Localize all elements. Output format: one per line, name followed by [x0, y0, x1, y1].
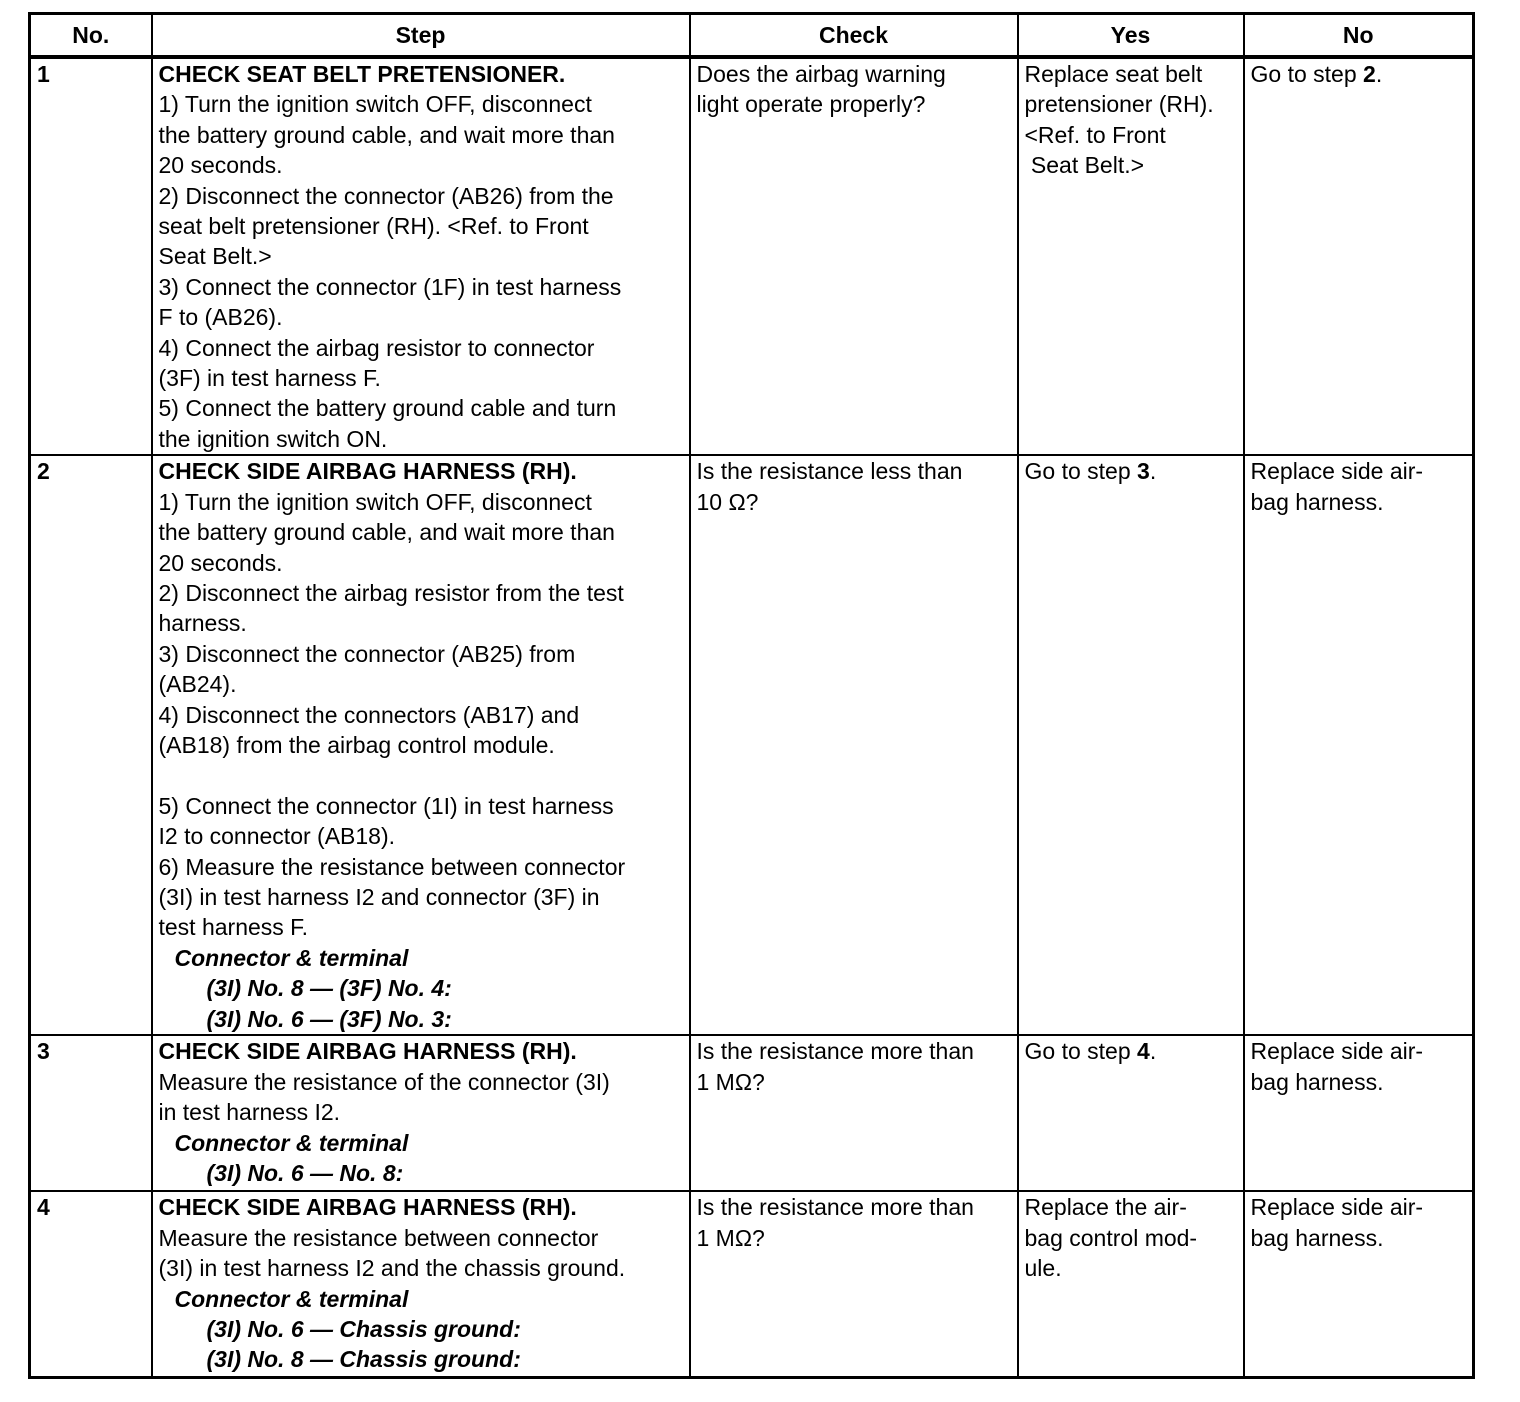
connector-terminal-line: (3I) No. 8 — (3F) No. 4:: [206, 975, 452, 1002]
step-line: Measure the resistance of the connector (3I): [158, 1068, 610, 1095]
row-number: 4: [30, 1191, 152, 1377]
go-to-step-text: Go to step: [1024, 1038, 1138, 1065]
table-row: [30, 455, 1474, 1035]
check-cell: [690, 1035, 1018, 1191]
yes-line: [1025, 456, 1239, 486]
check-cell: [690, 57, 1018, 455]
step-line: test harness F.: [158, 914, 309, 941]
step-line: 4) Disconnect the connectors (AB17) and: [158, 701, 580, 728]
step-cell: [152, 455, 690, 1035]
no-line: Replace side air-: [1250, 1038, 1424, 1065]
step-title: CHECK SIDE AIRBAG HARNESS (RH).: [158, 458, 577, 485]
no-line: bag harness.: [1250, 488, 1384, 515]
step-cell: [152, 1191, 690, 1377]
yes-line: <Ref. to Front: [1024, 121, 1166, 148]
step-line: seat belt pretensioner (RH). <Ref. to Front: [158, 213, 589, 240]
check-line: 1 MΩ?: [696, 1068, 765, 1095]
header-check: Check: [690, 14, 1018, 58]
punctuation: .: [1375, 61, 1383, 87]
step-line: 20 seconds.: [158, 152, 283, 179]
punctuation: .: [1149, 1038, 1157, 1065]
no-line: [1251, 59, 1469, 89]
connector-terminal-line: (3I) No. 6 — Chassis ground:: [206, 1315, 521, 1342]
step-reference: 2: [1363, 61, 1376, 87]
connector-terminal-label: Connector & terminal: [174, 1285, 409, 1312]
check-line: light operate properly?: [696, 91, 926, 118]
connector-terminal-line: (3I) No. 8 — Chassis ground:: [206, 1346, 521, 1373]
connector-terminal-line: (3I) No. 6 — (3F) No. 3:: [206, 1005, 452, 1032]
step-line: 2) Disconnect the connector (AB26) from the: [158, 182, 614, 209]
step-line: 6) Measure the resistance between connector: [158, 853, 626, 880]
step-reference: 3: [1137, 458, 1150, 485]
step-line: (3I) in test harness I2 and the chassis ground.: [158, 1255, 626, 1282]
punctuation: .: [1149, 458, 1157, 485]
check-line: Is the resistance more than: [696, 1194, 974, 1221]
check-line: Is the resistance more than: [696, 1038, 974, 1065]
yes-line: pretensioner (RH).: [1024, 91, 1214, 118]
yes-cell: [1018, 1035, 1244, 1191]
yes-cell: [1018, 1191, 1244, 1377]
no-line: bag harness.: [1250, 1068, 1384, 1095]
no-cell: [1244, 57, 1474, 455]
diagnostic-table: [28, 12, 1475, 1379]
yes-line: bag control mod-: [1024, 1224, 1198, 1251]
connector-terminal-line: (3I) No. 6 — No. 8:: [206, 1159, 404, 1186]
check-cell: [690, 1191, 1018, 1377]
yes-cell: [1018, 57, 1244, 455]
step-line: F to (AB26).: [158, 304, 283, 331]
step-line: 2) Disconnect the airbag resistor from the test: [158, 579, 624, 606]
header-step: Step: [152, 14, 690, 58]
check-line: 1 MΩ?: [696, 1224, 765, 1251]
row-number: 1: [30, 57, 152, 455]
step-line: Measure the resistance between connector: [158, 1224, 599, 1251]
connector-terminal-label: Connector & terminal: [174, 1129, 409, 1156]
row-number: 3: [30, 1035, 152, 1191]
connector-terminal-label: Connector & terminal: [174, 944, 409, 971]
yes-line: [1025, 1036, 1239, 1066]
check-line: Is the resistance less than: [696, 458, 963, 485]
no-cell: [1244, 455, 1474, 1035]
check-line: Does the airbag warning: [696, 61, 946, 87]
no-cell: [1244, 1191, 1474, 1377]
step-line: 1) Turn the ignition switch OFF, disconnect: [158, 91, 592, 118]
check-cell: [690, 455, 1018, 1035]
header-row: [30, 14, 1474, 58]
table-row: [30, 1191, 1474, 1377]
step-line: harness.: [158, 610, 247, 637]
no-line: Replace side air-: [1250, 1194, 1424, 1221]
yes-line: Replace the air-: [1024, 1194, 1187, 1221]
step-reference: 4: [1137, 1038, 1150, 1065]
table-row: [30, 1035, 1474, 1191]
step-line: I2 to connector (AB18).: [158, 823, 396, 850]
blank-line: [159, 760, 685, 790]
yes-cell: [1018, 455, 1244, 1035]
table-row: [30, 57, 1474, 455]
header-no-result: No: [1244, 14, 1474, 58]
step-line: 20 seconds.: [158, 549, 283, 576]
step-line: 3) Disconnect the connector (AB25) from: [158, 640, 576, 667]
step-line: the battery ground cable, and wait more than: [158, 121, 615, 148]
step-line: (AB18) from the airbag control module.: [158, 731, 555, 758]
step-line: 4) Connect the airbag resistor to connector: [158, 334, 595, 361]
step-title: CHECK SIDE AIRBAG HARNESS (RH).: [158, 1194, 577, 1221]
header-yes: Yes: [1018, 14, 1244, 58]
step-line: 5) Connect the connector (1I) in test harness: [158, 792, 614, 819]
step-line: the battery ground cable, and wait more than: [158, 519, 615, 546]
check-line: 10 Ω?: [696, 488, 759, 515]
step-title: CHECK SIDE AIRBAG HARNESS (RH).: [158, 1038, 577, 1065]
yes-line: ule.: [1024, 1255, 1062, 1282]
step-cell: [152, 1035, 690, 1191]
no-cell: [1244, 1035, 1474, 1191]
header-no: No.: [30, 14, 152, 58]
step-title: CHECK SEAT BELT PRETENSIONER.: [158, 61, 566, 87]
step-line: 1) Turn the ignition switch OFF, disconnect: [158, 488, 592, 515]
step-line: 5) Connect the battery ground cable and turn: [158, 395, 617, 422]
step-line: (3F) in test harness F.: [158, 365, 381, 392]
step-line: the ignition switch ON.: [158, 425, 388, 452]
no-line: Replace side air-: [1250, 458, 1424, 485]
go-to-step-text: Go to step: [1250, 61, 1364, 87]
step-line: Seat Belt.>: [158, 243, 272, 270]
go-to-step-text: Go to step: [1024, 458, 1138, 485]
row-number: 2: [30, 455, 152, 1035]
yes-line: Seat Belt.>: [1024, 152, 1145, 179]
no-line: bag harness.: [1250, 1224, 1384, 1251]
step-line: in test harness I2.: [158, 1099, 341, 1126]
step-line: 3) Connect the connector (1F) in test harness: [158, 273, 622, 300]
yes-line: Replace seat belt: [1024, 61, 1203, 87]
step-cell: [152, 57, 690, 455]
step-line: (3I) in test harness I2 and connector (3F) in: [158, 883, 600, 910]
step-line: (AB24).: [158, 671, 237, 698]
